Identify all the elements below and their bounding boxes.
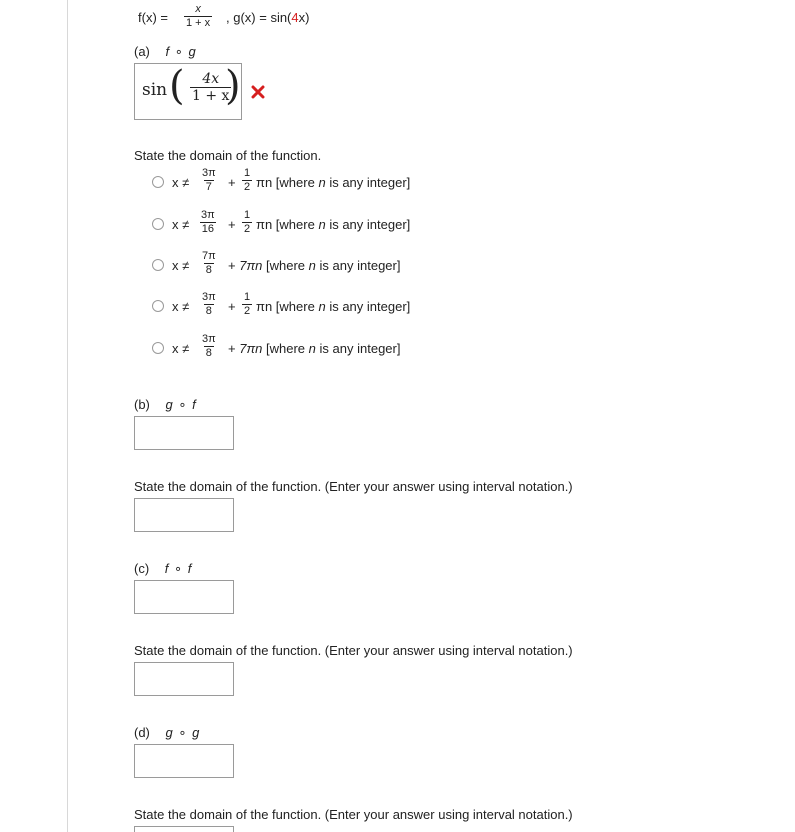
option-3-neq: x ≠: [172, 258, 190, 273]
part-b-domain-prompt: State the domain of the function. (Enter your answer using interval notation.): [134, 479, 573, 494]
option-1-coef: $\frac{1}{2}$: [244, 167, 251, 193]
g-def-suffix: x): [298, 10, 310, 25]
option-1-neq: x ≠: [172, 175, 190, 190]
part-d-answer-field[interactable]: [134, 744, 234, 778]
option-4-plus: +: [228, 299, 236, 314]
option-4-radio[interactable]: [152, 300, 164, 312]
f-definition-fraction: [184, 4, 212, 29]
part-a-composition: f ∘ g: [165, 44, 197, 59]
wrong-x-icon: [250, 84, 266, 100]
part-d-label: (d) g ∘ g: [134, 725, 201, 740]
part-c-composition: f ∘ f: [164, 561, 193, 576]
option-2-coef: $\frac{1}{2}$: [244, 209, 251, 235]
option-4-neq: x ≠: [172, 299, 190, 314]
g-definition: , g(x) = sin(4x): [226, 10, 310, 25]
answer-func: sin: [142, 80, 168, 100]
option-2-neq: x ≠: [172, 217, 190, 232]
part-b-domain-field[interactable]: [134, 498, 234, 532]
part-a-domain-prompt: State the domain of the function.: [134, 148, 322, 163]
option-1-tail: πn [where n is any integer]: [256, 175, 411, 190]
answer-numerator: 4x: [202, 71, 220, 87]
option-5-fraction: $\frac{3\pi}{8}$: [202, 333, 216, 359]
option-5-tail: + 7πn [where n is any integer]: [228, 341, 401, 356]
part-b-label: (b) g ∘ f: [134, 397, 197, 412]
page-left-rule: [67, 0, 68, 832]
option-2-fraction: $\frac{3\pi}{16}$: [201, 209, 215, 235]
option-1-plus: +: [228, 175, 236, 190]
part-c-domain-prompt: State the domain of the function. (Enter your answer using interval notation.): [134, 643, 573, 658]
f-denominator: 1 + x: [186, 17, 211, 29]
part-a-answer-field[interactable]: [134, 63, 242, 120]
part-d-composition: g ∘ g: [165, 725, 201, 740]
option-2-tail: πn [where n is any integer]: [256, 217, 411, 232]
f-definition-label: f(x) =: [138, 10, 168, 25]
option-1-radio[interactable]: [152, 176, 164, 188]
g-def-coefficient: 4: [291, 10, 299, 25]
option-2-radio[interactable]: [152, 218, 164, 230]
g-def-prefix: g(x) = sin(: [233, 10, 292, 25]
option-3-fraction: $\frac{7\pi}{8}$: [202, 250, 216, 276]
option-3-radio[interactable]: [152, 259, 164, 271]
left-paren: (: [169, 63, 185, 109]
option-3-tail: + 7πn [where n is any integer]: [228, 258, 401, 273]
right-paren: ): [225, 63, 241, 109]
part-a-label: (a) f ∘ g: [134, 44, 197, 59]
option-2-plus: +: [228, 217, 236, 232]
part-b-answer-field[interactable]: [134, 416, 234, 450]
f-numerator: x: [195, 3, 201, 15]
part-c-domain-field[interactable]: [134, 662, 234, 696]
option-5-radio[interactable]: [152, 342, 164, 354]
option-5-neq: x ≠: [172, 341, 190, 356]
option-4-coef: $\frac{1}{2}$: [244, 291, 251, 317]
part-d-domain-field[interactable]: [134, 826, 234, 832]
answer-denominator: 1 + x: [192, 88, 230, 104]
option-4-tail: πn [where n is any integer]: [256, 299, 411, 314]
part-b-composition: g ∘ f: [165, 397, 197, 412]
option-4-fraction: $\frac{3\pi}{8}$: [202, 291, 216, 317]
option-1-fraction: $\frac{3\pi}{7}$: [202, 167, 216, 193]
part-d-domain-prompt: State the domain of the function. (Enter your answer using interval notation.): [134, 807, 573, 822]
part-c-answer-field[interactable]: [134, 580, 234, 614]
part-c-label: (c) f ∘ f: [134, 561, 193, 576]
